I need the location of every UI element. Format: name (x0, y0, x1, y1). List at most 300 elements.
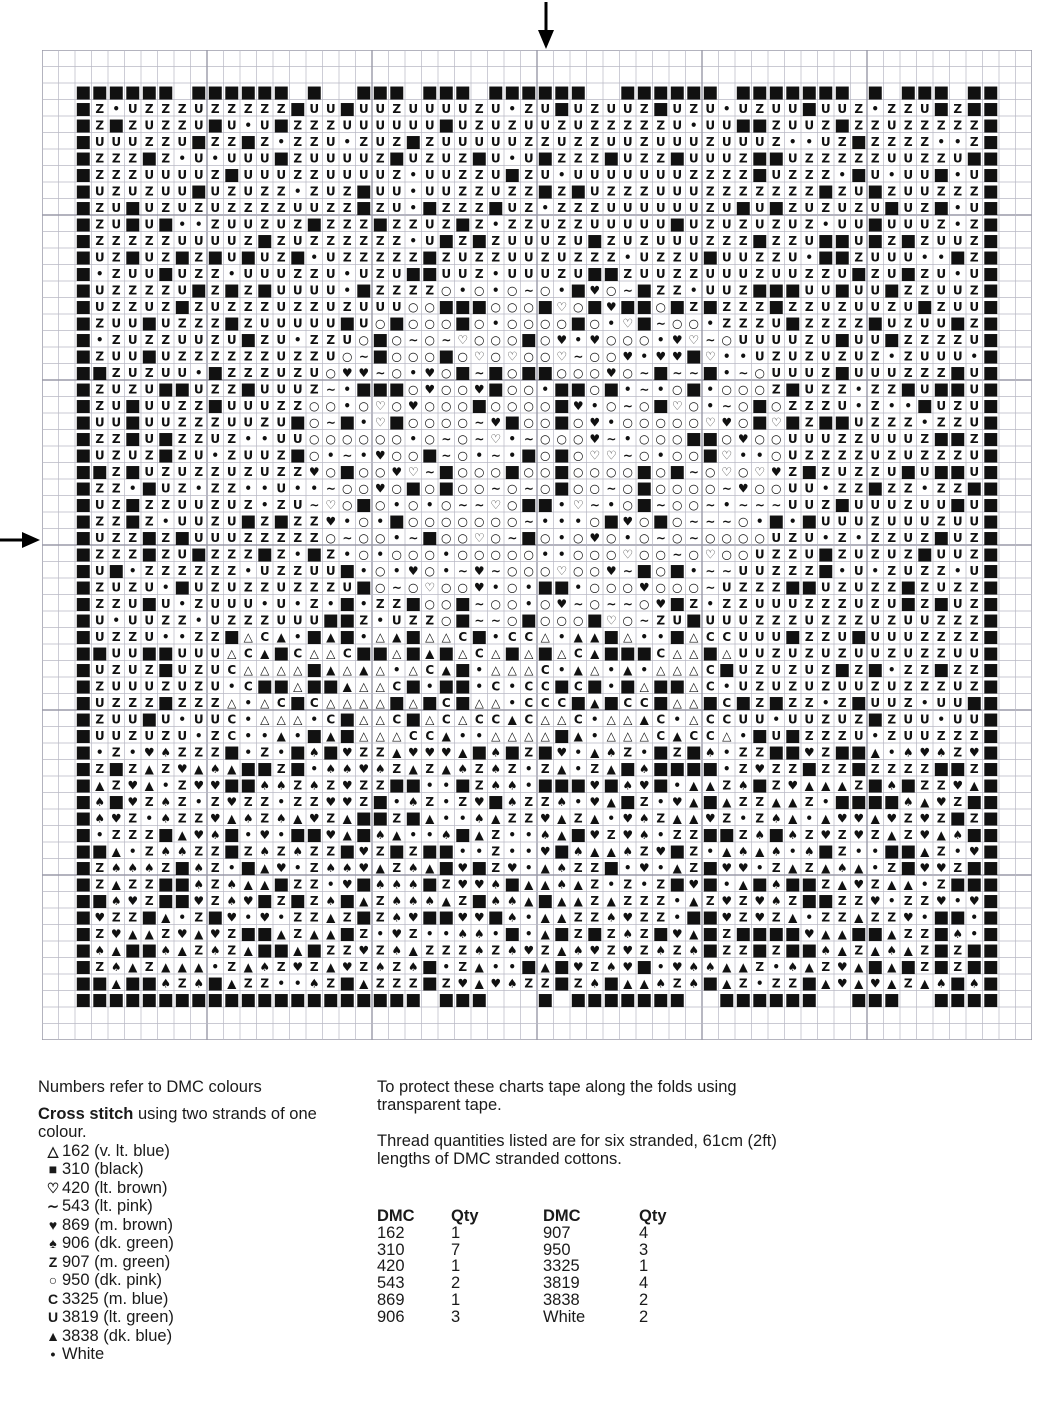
stitch-symbol: ♥ (457, 877, 469, 892)
stitch-symbol: Z (227, 563, 237, 578)
stitch-symbol: Z (144, 101, 154, 116)
stitch-symbol: • (607, 497, 616, 512)
stitch-symbol: U (804, 497, 815, 512)
stitch-symbol: U (507, 266, 518, 281)
stitch-symbol: • (508, 431, 517, 446)
stitch-symbol: Z (837, 316, 847, 331)
stitch-symbol: U (919, 613, 930, 628)
stitch-symbol: Z (804, 151, 814, 166)
stitch-symbol: ■ (223, 824, 240, 845)
stitch-symbol: ■ (537, 643, 554, 664)
stitch-symbol: U (127, 316, 138, 331)
stitch-symbol: Z (111, 745, 121, 760)
stitch-symbol: Z (936, 563, 946, 578)
stitch-symbol: • (937, 250, 946, 265)
stitch-symbol: C (425, 728, 435, 743)
stitch-symbol: ♥ (325, 514, 337, 529)
stitch-symbol: ■ (339, 626, 356, 647)
stitch-symbol: ■ (982, 313, 999, 334)
stitch-symbol: Z (887, 184, 897, 199)
stitch-symbol: ■ (718, 824, 735, 845)
stitch-symbol: ○ (738, 530, 749, 545)
stitch-symbol: ■ (933, 527, 950, 548)
stitch-symbol: Z (903, 695, 913, 710)
stitch-symbol: • (706, 398, 715, 413)
stitch-symbol: • (112, 613, 121, 628)
stitch-symbol: Z (210, 217, 220, 232)
stitch-symbol: • (359, 448, 368, 463)
stitch-symbol: ♠ (952, 926, 964, 941)
stitch-symbol: Z (342, 299, 352, 314)
stitch-symbol: Z (210, 481, 220, 496)
stitch-symbol: ■ (504, 461, 521, 482)
stitch-symbol: ○ (358, 530, 369, 545)
stitch-symbol: △ (342, 695, 352, 710)
stitch-symbol: ■ (421, 874, 438, 895)
stitch-symbol: ■ (240, 379, 257, 400)
stitch-symbol: ▲ (111, 844, 121, 859)
stitch-symbol: Z (95, 118, 105, 133)
stitch-symbol: Z (177, 349, 187, 364)
stitch-symbol: ♥ (737, 431, 749, 446)
stitch-symbol: Z (755, 299, 765, 314)
stitch-symbol: ▲ (689, 794, 699, 809)
stitch-symbol: ■ (553, 379, 570, 400)
stitch-symbol: ■ (75, 346, 92, 367)
stitch-symbol: ○ (424, 299, 435, 314)
stitch-symbol: ♡ (704, 415, 716, 430)
stitch-symbol: U (886, 497, 897, 512)
stitch-symbol: ■ (339, 973, 356, 994)
stitch-symbol: Z (408, 283, 418, 298)
stitch-symbol: ▲ (474, 959, 484, 974)
stitch-symbol: Z (639, 794, 649, 809)
stitch-symbol: ■ (900, 461, 917, 482)
stitch-symbol: ▲ (623, 976, 633, 991)
stitch-symbol: U (870, 332, 881, 347)
stitch-symbol: ♡ (506, 349, 518, 364)
stitch-symbol: Z (111, 332, 121, 347)
stitch-symbol: U (705, 266, 716, 281)
stitch-symbol: ○ (672, 316, 683, 331)
stitch-symbol: U (490, 134, 501, 149)
stitch-symbol: Z (821, 382, 831, 397)
stitch-symbol: Z (573, 134, 583, 149)
stitch-symbol: U (952, 151, 963, 166)
stitch-symbol: • (706, 844, 715, 859)
stitch-symbol: • (95, 266, 104, 281)
stitch-symbol: ■ (141, 989, 158, 1010)
stitch-symbol: U (853, 497, 864, 512)
stitch-symbol: ▲ (243, 959, 253, 974)
stitch-symbol: ■ (355, 280, 372, 301)
stitch-symbol: U (111, 415, 122, 430)
stitch-symbol: U (177, 266, 188, 281)
stitch-symbol: ■ (702, 445, 719, 466)
stitch-symbol: Z (920, 151, 930, 166)
stitch-symbol: ♡ (407, 464, 419, 479)
stitch-symbol: U (144, 217, 155, 232)
stitch-symbol: ■ (982, 148, 999, 169)
stitch-symbol: Z (837, 761, 847, 776)
stitch-symbol: ▲ (441, 893, 451, 908)
stitch-symbol: Z (854, 448, 864, 463)
stitch-symbol: • (310, 761, 319, 776)
stitch-symbol: Z (656, 283, 666, 298)
stitch-symbol: • (904, 398, 913, 413)
stitch-symbol: Z (177, 811, 187, 826)
stitch-symbol: ■ (636, 560, 653, 581)
stitch-symbol: ○ (507, 547, 518, 562)
stitch-symbol: Z (210, 860, 220, 875)
stitch-symbol: ■ (982, 626, 999, 647)
stitch-symbol: U (309, 200, 320, 215)
stitch-symbol: Z (903, 101, 913, 116)
stitch-symbol: ♠ (391, 910, 403, 925)
stitch-symbol: Z (788, 563, 798, 578)
stitch-symbol: Z (309, 514, 319, 529)
stitch-symbol: ■ (339, 725, 356, 746)
stitch-symbol: U (787, 596, 798, 611)
stitch-symbol: Z (260, 217, 270, 232)
stitch-symbol: Z (392, 976, 402, 991)
stitch-symbol: ♥ (341, 745, 353, 760)
stitch-symbol: • (838, 167, 847, 182)
stitch-symbol: U (226, 217, 237, 232)
stitch-symbol: U (127, 448, 138, 463)
stitch-symbol: U (804, 283, 815, 298)
legend-label: 162 (v. lt. blue) (62, 1141, 170, 1160)
stitch-symbol: ■ (570, 181, 587, 202)
stitch-symbol: ♥ (836, 959, 848, 974)
stitch-symbol: C (441, 695, 451, 710)
stitch-symbol: Z (788, 299, 798, 314)
stitch-symbol: Z (309, 382, 319, 397)
stitch-symbol: Z (705, 233, 715, 248)
stitch-symbol: ♠ (110, 860, 122, 875)
stitch-symbol: ♠ (902, 745, 914, 760)
stitch-symbol: U (853, 563, 864, 578)
stitch-symbol: ▲ (689, 926, 699, 941)
stitch-symbol: ∼ (688, 514, 699, 529)
stitch-symbol: ■ (355, 907, 372, 928)
stitch-symbol: U (787, 431, 798, 446)
table-cell: 906 (377, 1307, 405, 1326)
stitch-symbol: Z (524, 101, 534, 116)
stitch-symbol: ▲ (540, 959, 550, 974)
stitch-symbol: • (574, 332, 583, 347)
stitch-symbol: ■ (850, 164, 867, 185)
stitch-symbol: Z (903, 976, 913, 991)
stitch-symbol: Z (260, 811, 270, 826)
stitch-symbol: U (391, 184, 402, 199)
stitch-symbol: ■ (504, 923, 521, 944)
stitch-symbol: U (375, 184, 386, 199)
stitch-symbol: Z (969, 530, 979, 545)
stitch-symbol: Z (342, 184, 352, 199)
stitch-symbol: Z (755, 250, 765, 265)
stitch-symbol: ■ (982, 923, 999, 944)
stitch-symbol: ■ (306, 214, 323, 235)
stitch-symbol: U (144, 464, 155, 479)
stitch-symbol: Z (738, 761, 748, 776)
stitch-symbol: Z (689, 167, 699, 182)
stitch-symbol: ♠ (325, 860, 337, 875)
stitch-symbol: ■ (867, 659, 884, 680)
stitch-symbol: U (160, 184, 171, 199)
stitch-symbol: ♠ (490, 778, 502, 793)
stitch-symbol: • (722, 679, 731, 694)
stitch-symbol: Z (326, 233, 336, 248)
stitch-symbol: • (343, 266, 352, 281)
stitch-symbol: ○ (655, 464, 666, 479)
stitch-symbol: Z (837, 827, 847, 842)
stitch-symbol: ■ (141, 940, 158, 961)
stitch-symbol: ■ (900, 956, 917, 977)
stitch-symbol: Z (227, 926, 237, 941)
stitch-symbol: U (903, 299, 914, 314)
stitch-symbol: ▲ (342, 679, 352, 694)
stitch-symbol: • (508, 827, 517, 842)
stitch-symbol: Z (95, 761, 105, 776)
stitch-symbol: Z (920, 662, 930, 677)
stitch-symbol: ♥ (391, 926, 403, 941)
stitch-symbol: U (672, 184, 683, 199)
stitch-symbol: ■ (982, 131, 999, 152)
stitch-symbol: U (639, 200, 650, 215)
stitch-symbol: ■ (75, 610, 92, 631)
stitch-symbol: Z (177, 448, 187, 463)
stitch-symbol: ○ (705, 481, 716, 496)
stitch-symbol: ■ (735, 692, 752, 713)
stitch-symbol: Z (953, 184, 963, 199)
stitch-symbol: ■ (933, 593, 950, 614)
stitch-symbol: ○ (573, 415, 584, 430)
stitch-symbol: Z (953, 860, 963, 875)
stitch-symbol: ∼ (457, 563, 468, 578)
stitch-symbol: ♥ (473, 910, 485, 925)
stitch-symbol: ■ (768, 197, 785, 218)
stitch-symbol: Z (870, 530, 880, 545)
stitch-symbol: ■ (669, 758, 686, 779)
stitch-symbol: △ (359, 695, 369, 710)
stitch-symbol: ○ (441, 596, 452, 611)
stitch-symbol: Z (128, 382, 138, 397)
stitch-symbol: Z (837, 547, 847, 562)
stitch-symbol: • (244, 695, 253, 710)
stitch-symbol: U (672, 167, 683, 182)
stitch-symbol: Z (309, 233, 319, 248)
stitch-symbol: ♥ (341, 365, 353, 380)
stitch-symbol: U (144, 266, 155, 281)
stitch-symbol: Z (260, 794, 270, 809)
stitch-symbol: ■ (75, 577, 92, 598)
stitch-symbol: △ (623, 629, 633, 644)
stitch-symbol: Z (821, 910, 831, 925)
stitch-symbol: • (178, 629, 187, 644)
stitch-symbol: Z (639, 118, 649, 133)
stitch-symbol: Z (804, 563, 814, 578)
stitch-symbol: • (211, 151, 220, 166)
stitch-symbol: ■ (834, 230, 851, 251)
stitch-symbol: ■ (867, 956, 884, 977)
stitch-symbol: Z (392, 860, 402, 875)
stitch-symbol: △ (722, 646, 732, 661)
stitch-symbol: U (144, 200, 155, 215)
stitch-symbol: Z (326, 217, 336, 232)
stitch-symbol: ♠ (556, 794, 568, 809)
stitch-symbol: Z (161, 200, 171, 215)
stitch-symbol: Z (293, 580, 303, 595)
stitch-symbol: Z (95, 398, 105, 413)
stitch-symbol: Z (804, 266, 814, 281)
stitch-symbol: ■ (405, 478, 422, 499)
stitch-symbol: Z (144, 844, 154, 859)
stitch-symbol: Z (903, 811, 913, 826)
stitch-symbol: Z (111, 910, 121, 925)
stitch-symbol: ○ (589, 580, 600, 595)
stitch-symbol: ■ (817, 560, 834, 581)
stitch-symbol: Z (293, 794, 303, 809)
stitch-symbol: ○ (523, 316, 534, 331)
stitch-symbol: Z (903, 547, 913, 562)
stitch-symbol: U (771, 266, 782, 281)
stitch-symbol: ■ (982, 494, 999, 515)
stitch-symbol: U (870, 695, 881, 710)
stitch-symbol: U (259, 266, 270, 281)
stitch-symbol: C (243, 679, 253, 694)
stitch-symbol: Z (590, 910, 600, 925)
stitch-symbol: U (441, 184, 452, 199)
stitch-symbol: U (919, 464, 930, 479)
stitch-symbol: ♥ (358, 860, 370, 875)
stitch-symbol: U (853, 514, 864, 529)
stitch-symbol: Z (656, 893, 666, 908)
stitch-symbol: ■ (636, 82, 653, 103)
stitch-symbol: ∼ (622, 283, 633, 298)
stitch-symbol: ♥ (341, 794, 353, 809)
stitch-symbol: U (507, 250, 518, 265)
stitch-symbol: ■ (603, 973, 620, 994)
stitch-symbol: ○ (639, 398, 650, 413)
stitch-symbol: Z (177, 101, 187, 116)
stitch-symbol: ♠ (374, 959, 386, 974)
stitch-symbol: ▲ (540, 877, 550, 892)
stitch-symbol: ▲ (507, 712, 517, 727)
stitch-symbol: • (293, 976, 302, 991)
stitch-symbol: ■ (355, 494, 372, 515)
stitch-symbol: ■ (883, 791, 900, 812)
stitch-symbol: ■ (520, 956, 537, 977)
stitch-symbol: • (673, 910, 682, 925)
stitch-symbol: ∼ (325, 481, 336, 496)
stitch-symbol: ♥ (655, 349, 667, 364)
stitch-symbol: U (705, 118, 716, 133)
square-filled-icon: ■ (48, 1161, 58, 1177)
stitch-symbol: U (655, 217, 666, 232)
stitch-symbol: Z (969, 134, 979, 149)
stitch-symbol: U (870, 646, 881, 661)
stitch-symbol: Z (854, 250, 864, 265)
stitch-symbol: ♠ (226, 877, 238, 892)
stitch-symbol: Z (194, 415, 204, 430)
stitch-symbol: ▲ (276, 629, 286, 644)
stitch-symbol: ○ (589, 464, 600, 479)
stitch-symbol: U (754, 217, 765, 232)
stitch-symbol: Z (771, 217, 781, 232)
stitch-symbol: ■ (339, 610, 356, 631)
stitch-symbol: • (640, 877, 649, 892)
stitch-symbol: △ (606, 728, 616, 743)
stitch-symbol: Z (870, 151, 880, 166)
stitch-symbol: ■ (207, 973, 224, 994)
stitch-symbol: ■ (372, 379, 389, 400)
stitch-symbol: Z (276, 233, 286, 248)
stitch-symbol: U (903, 563, 914, 578)
stitch-symbol: U (523, 250, 534, 265)
stitch-symbol: ■ (537, 181, 554, 202)
stitch-symbol: ○ (457, 415, 468, 430)
stitch-symbol: ■ (751, 989, 768, 1010)
stitch-symbol: • (640, 662, 649, 677)
stitch-symbol: △ (639, 679, 649, 694)
stitch-symbol: • (260, 431, 269, 446)
stitch-symbol: Z (969, 629, 979, 644)
stitch-symbol: ■ (702, 758, 719, 779)
stitch-symbol: △ (375, 629, 385, 644)
stitch-symbol: Z (557, 200, 567, 215)
stitch-symbol: Z (111, 481, 121, 496)
stitch-symbol: • (854, 530, 863, 545)
stitch-symbol: U (721, 250, 732, 265)
stitch-symbol: ♥ (572, 398, 584, 413)
stitch-symbol: U (94, 662, 105, 677)
table-cell: 4 (639, 1223, 649, 1242)
stitch-symbol: Z (870, 877, 880, 892)
stitch-symbol: ♥ (358, 365, 370, 380)
stitch-symbol: ■ (124, 989, 141, 1010)
table-cell: 1 (451, 1290, 461, 1309)
stitch-symbol: ■ (784, 412, 801, 433)
stitch-symbol: • (260, 728, 269, 743)
stitch-symbol: U (177, 464, 188, 479)
stitch-symbol: Z (293, 778, 303, 793)
stitch-symbol: Z (194, 563, 204, 578)
stitch-symbol: ■ (306, 676, 323, 697)
stitch-symbol: U (606, 134, 617, 149)
stitch-symbol: ■ (982, 610, 999, 631)
stitch-symbol: ♠ (127, 860, 139, 875)
stitch-symbol: U (622, 200, 633, 215)
stitch-symbol: U (276, 332, 287, 347)
stitch-symbol: U (193, 646, 204, 661)
stitch-symbol: • (194, 613, 203, 628)
stitch-symbol: • (128, 745, 137, 760)
stitch-symbol: Z (969, 547, 979, 562)
stitch-symbol: Z (161, 728, 171, 743)
stitch-symbol: Z (788, 167, 798, 182)
stitch-symbol: • (211, 448, 220, 463)
stitch-symbol: Z (870, 266, 880, 281)
stitch-symbol: ■ (685, 758, 702, 779)
stitch-symbol: Z (491, 250, 501, 265)
stitch-symbol: C (722, 712, 732, 727)
stitch-symbol: ∼ (342, 448, 353, 463)
stitch-symbol: ▲ (425, 860, 435, 875)
stitch-symbol: ∼ (408, 530, 419, 545)
stitch-symbol: ■ (487, 907, 504, 928)
stitch-symbol: ■ (669, 560, 686, 581)
